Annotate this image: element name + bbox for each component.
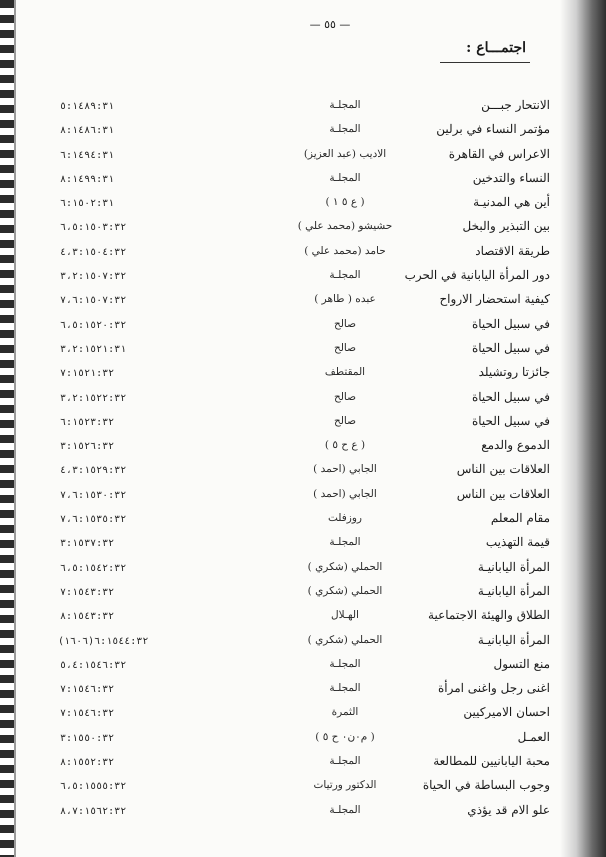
index-entry [60, 363, 550, 387]
entry-source: ( م٠ن٠ ح ٥ ) [315, 730, 375, 743]
entry-title: المرأة اليابانيـة [477, 559, 550, 574]
entry-reference: ٧:١٥٤٦:٣٢ [60, 684, 115, 696]
entry-title: مؤتمر النساء في برلين [436, 122, 550, 137]
entry-title: في سبيل الحياة [471, 316, 550, 331]
index-entry [60, 460, 550, 484]
entry-source: صالح [333, 317, 357, 330]
index-entry [60, 96, 550, 120]
entry-title: العمـل [517, 729, 550, 744]
entry-source: عبده ( طاهر ) [314, 293, 376, 306]
entry-reference: ٣:١٥٢٦:٣٢ [60, 441, 115, 453]
entry-source: ( ع ح ٥ ) [324, 439, 366, 452]
entry-reference: ٦:١٤٩٤:٣١ [60, 149, 115, 161]
entry-reference: ٧،٦:١٥٣٥:٣٢ [60, 514, 127, 526]
index-entry [60, 120, 550, 144]
index-entry [60, 533, 550, 557]
entry-source: الهـلال [331, 609, 359, 622]
index-entry-list [60, 96, 550, 825]
index-entry [60, 290, 550, 314]
entry-source: المجلـة [329, 269, 361, 282]
entry-source: المجلـة [329, 536, 361, 549]
entry-title: في سبيل الحياة [471, 340, 550, 355]
entry-source: الثمرة [331, 706, 359, 719]
spiral-binding [0, 0, 14, 857]
entry-source: روزفلت [327, 512, 363, 525]
index-entry [60, 266, 550, 290]
entry-title: العلاقات بين الناس [456, 486, 550, 501]
index-entry [60, 485, 550, 509]
entry-source: المجلـة [329, 657, 361, 670]
entry-source: الحملي (شكري ) [307, 560, 383, 573]
entry-reference: ٧:١٥٤٣:٣٢ [60, 586, 115, 598]
entry-title: أين هي المدنيـة [473, 195, 550, 210]
index-entry [60, 217, 550, 241]
entry-title: في سبيل الحياة [471, 389, 550, 404]
entry-reference: ٣،٢:١٥٢٢:٣٢ [60, 392, 127, 404]
entry-source: المجلـة [329, 803, 361, 816]
entry-reference: ٥،٤:١٥٤٦:٣٢ [60, 659, 127, 671]
entry-reference: ٥:١٤٨٩:٣١ [60, 101, 115, 112]
entry-reference: ٦:١٥٢٣:٣٢ [60, 416, 115, 428]
index-entry [60, 436, 550, 460]
binding-shadow [14, 0, 16, 857]
entry-source: حامد (محمد علي ) [304, 244, 386, 257]
entry-title: النساء والتدخين [472, 170, 550, 185]
entry-reference: ٦:١٥٠٢:٣١ [60, 198, 115, 210]
entry-reference: ٧:١٥٤٦:٣٢ [60, 708, 115, 720]
entry-title: محبة اليابانيين للمطالعة [433, 754, 550, 769]
page-edge-shadow [560, 0, 606, 857]
entry-reference: ٦،٥:١٥٤٢:٣٢ [60, 562, 127, 574]
entry-source: الاديب (عبد العزيز) [303, 147, 387, 160]
entry-title: منع التسول [493, 656, 550, 671]
index-entry [60, 315, 550, 339]
entry-source: صالح [333, 390, 357, 403]
entry-reference: (١٦٠٦)٦:١٥٤٤:٣٢ [58, 635, 149, 647]
entry-title: اغنى رجل واغنى امرأة [437, 681, 550, 696]
entry-reference: ٦،٥:١٥٢٠:٣٢ [60, 319, 127, 331]
entry-title: المرأة اليابانيـة [477, 632, 550, 647]
entry-source: المجلـة [329, 682, 361, 695]
entry-reference: ٦،٥:١٥٥٥:٣٢ [60, 781, 127, 793]
index-entry [60, 728, 550, 752]
entry-title: احسان الاميركيين [463, 705, 550, 720]
entry-title: الانتحار جبـــن [481, 98, 550, 112]
index-entry [60, 801, 550, 825]
index-entry [60, 558, 550, 582]
index-entry [60, 169, 550, 193]
index-entry [60, 606, 550, 630]
heading-underline [440, 62, 530, 63]
entry-title: علو الام قد يؤذي [467, 802, 550, 817]
entry-title: وجوب البساطة في الحياة [422, 778, 550, 793]
index-entry [60, 631, 550, 655]
section-heading: اجتمـــاع : [466, 40, 526, 56]
entry-reference: ٧:١٥٢١:٣٢ [60, 368, 115, 380]
entry-reference: ٤،٣:١٥٢٩:٣٢ [60, 465, 127, 477]
entry-source: الجابي (احمد ) [313, 487, 377, 500]
entry-title: مقام المعلم [490, 511, 550, 526]
entry-source: حشيشو (محمد علي ) [297, 220, 393, 233]
index-entry [60, 339, 550, 363]
index-entry [60, 145, 550, 169]
entry-title: العلاقات بين الناس [456, 462, 550, 477]
index-entry [60, 752, 550, 776]
page-number: — ٥٥ — [309, 18, 351, 31]
entry-reference: ٣:١٥٣٧:٣٢ [60, 538, 115, 550]
entry-title: المرأة اليابانيـة [477, 583, 550, 598]
index-entry [60, 582, 550, 606]
entry-title: جائزتا روتشيلد [478, 365, 550, 380]
entry-reference: ٨:١٤٩٩:٣١ [60, 173, 115, 185]
entry-source: المجلـة [329, 755, 361, 768]
entry-reference: ٧،٦:١٥٠٧:٣٢ [60, 295, 127, 307]
entry-reference: ٨،٧:١٥٦٢:٣٢ [60, 805, 127, 817]
entry-source: المجلـة [329, 171, 361, 184]
entry-reference: ٣،٢:١٥٢١:٣١ [60, 343, 127, 355]
index-entry [60, 509, 550, 533]
entry-source: ( ع ٥ ١ ) [325, 196, 365, 209]
entry-source: المجلـة [329, 123, 361, 136]
index-entry [60, 193, 550, 217]
index-entry [60, 412, 550, 436]
index-entry [60, 388, 550, 412]
index-entry [60, 242, 550, 266]
entry-title: في سبيل الحياة [471, 413, 550, 428]
entry-source: الجابي (احمد ) [313, 463, 377, 476]
index-entry [60, 703, 550, 727]
entry-title: بين التبذير والبخل [462, 219, 550, 234]
entry-title: دور المرأة اليابانية في الحرب [404, 268, 550, 283]
entry-reference: ٨:١٥٥٢:٣٢ [60, 757, 115, 769]
entry-source: صالح [333, 414, 357, 427]
entry-reference: ٨:١٤٨٦:٣١ [60, 125, 115, 137]
entry-reference: ٨:١٥٤٣:٣٢ [60, 611, 115, 623]
entry-title: طريقة الاقتصاد [475, 243, 550, 258]
entry-source: صالح [333, 341, 357, 354]
entry-reference: ٣:١٥٥٠:٣٢ [60, 732, 115, 744]
entry-title: الطلاق والهيئة الاجتماعية [428, 608, 550, 623]
entry-source: المقتطف [324, 366, 366, 379]
entry-source: الحملي (شكري ) [307, 633, 383, 646]
entry-reference: ٤،٣:١٥٠٤:٣٢ [60, 246, 127, 258]
entry-reference: ٧،٦:١٥٣٠:٣٢ [60, 489, 127, 501]
index-entry [60, 776, 550, 800]
entry-reference: ٦،٥:١٥٠٣:٣٢ [60, 222, 127, 234]
entry-title: كيفية استحضار الارواح [439, 292, 550, 307]
entry-source: الدكتور ورتيات [313, 779, 377, 792]
entry-title: الدموع والدمع [481, 438, 550, 453]
index-entry [60, 679, 550, 703]
index-entry [60, 655, 550, 679]
entry-title: قيمة التهذيب [485, 535, 550, 550]
entry-source: الحملي (شكري ) [307, 584, 383, 597]
entry-title: الاعراس في القاهرة [448, 146, 550, 161]
entry-reference: ٣،٢:١٥٠٧:٣٢ [60, 271, 127, 283]
entry-source: المجلـة [329, 99, 361, 111]
